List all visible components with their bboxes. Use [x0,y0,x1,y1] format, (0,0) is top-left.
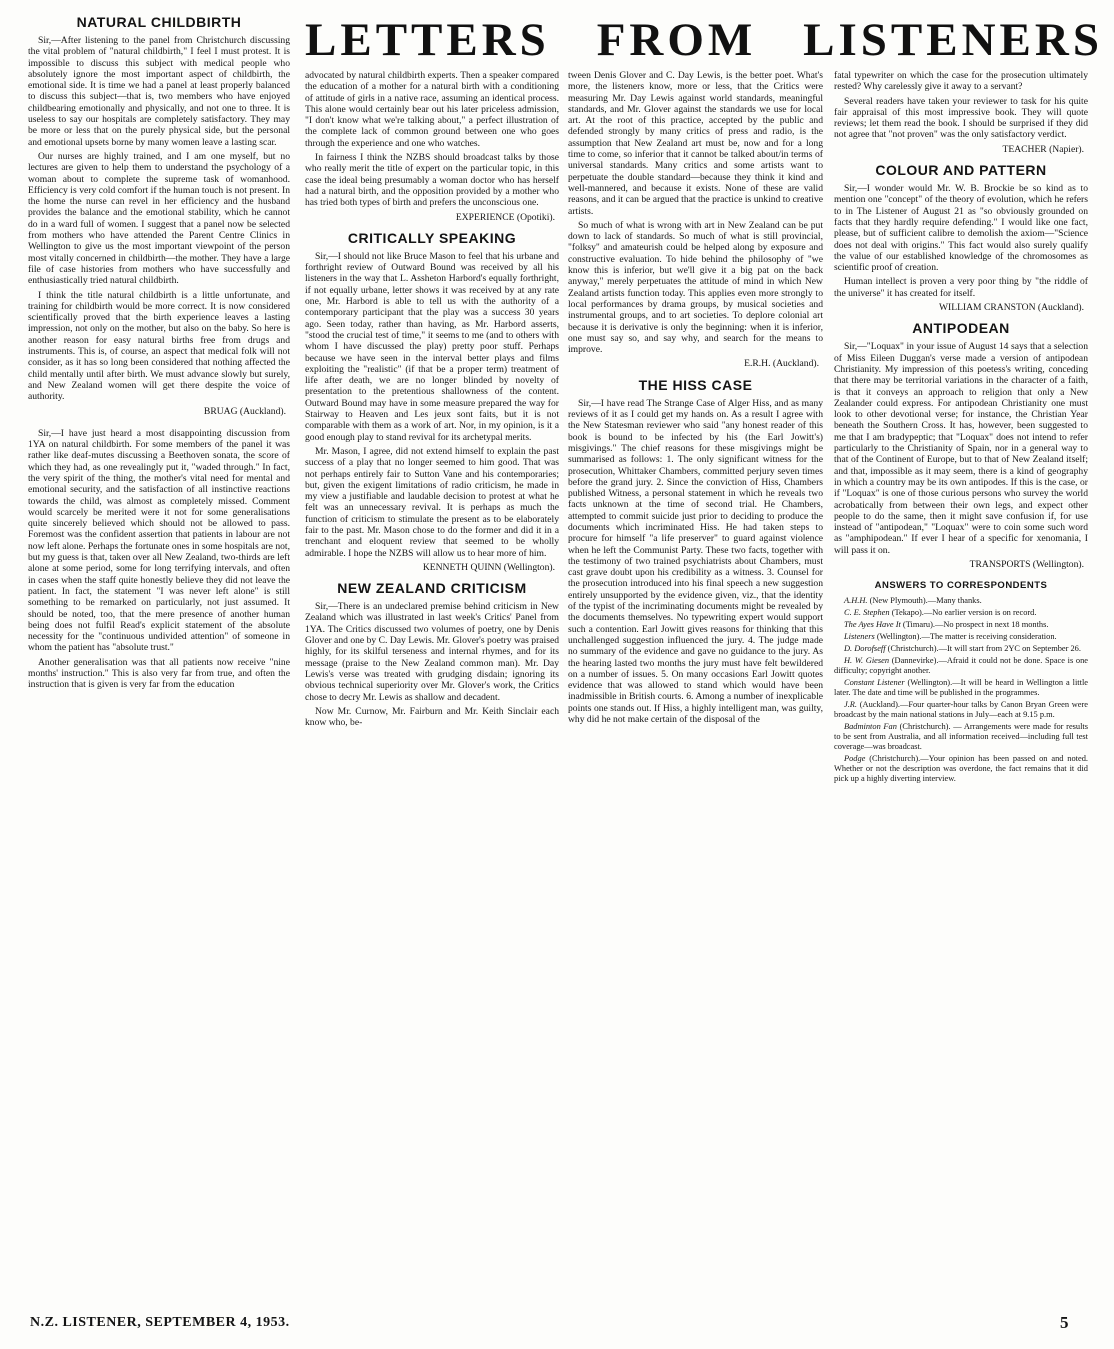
answer-item [834,656,1088,676]
letter-paragraph: Sir,—"Loquax" in your issue of August 14 says that a selection of Miss Eileen Duggan's verse made a version of antipodean Christianity. My impression of this poetess's writing, conceding that there may be territorial variations in the character of a faith, is that it conveys an approach to religion that only a New Zealander could express. For antipodean Christianity one must look to other devotional verse; for instance, the Christian Year beneath the Southern Cross. It has, however, been suggested to me that I am bradypeptic; that "Loquax" does not intend to refer particularly to the Christianity of Spain, nor in a general way to that of the Continent of Europe, but to that of New Zealand itself; and that, impossible as it may seem, there is a kind of geography in which a country may be its own antipodes. If this is the case, or if "Loquax" is one of those curious persons who survey the world acrobatically from between their own legs, and expect other people to do the same, then it might save confusion if, for use instead of "antipodean," "Loquax" were to coin some such word as "amphipodean." If ever I hear of a specific for xenomania, I will pass it on. [834,341,1088,556]
masthead-title [305,14,1103,66]
answer-item [834,644,1088,654]
issue-footer: N.Z. LISTENER, SEPTEMBER 4, 1953. [30,1315,290,1330]
letter-paragraph: Human intellect is proven a very poor thing by "the riddle of the universe" it has created for itself. [834,276,1088,299]
letter-signature: E.R.H. (Auckland). [744,358,819,370]
section-heading-antipodean: ANTIPODEAN [912,320,1010,337]
answer-item [834,754,1088,784]
answer-item [834,608,1088,618]
section-heading-new-zealand-criticism: NEW ZEALAND CRITICISM [337,580,527,597]
letter-paragraph: Sir,—I have just heard a most disappointing discussion from 1YA on natural childbirth. For some members of the panel it was rather like deaf-mutes discussing a Beethoven sonata, the score of which they had, as one revealingly put it, "waded through." In fact, the very spirit of the thing, the mother's vital need for mental and emotional security, and the satisfaction of all instinctive reactions towards the child, was almost as completely missed. Comment would scarcely be merited were it not for some generalisations quite sincerely believed which should not be allowed to pass. Foremost was the confident assertion that patients in labour are not now left alone. Perhaps the fortunate ones in some hospitals are not, but my guess is that, taken over all New Zealand, two-thirds are left alone at some period, some for long terrifying intervals, and often in cases when the staff quite honestly believe they did not leave the patient. In fact, the statement "I was never left alone" is still something to be remarked on particularly, not just assumed. It should be noted, too, that the mere presence of another human being does not fulfil Read's explicit statement of the absolute necessity for the "continuous undivided attention" of someone in whom the patient has "absolute trust." [28,427,290,654]
column-4 [834,70,1088,1304]
answer-text: (New Plymouth).—Many thanks. [869,595,982,605]
answer-text: (Auckland).—Four quarter-hour talks by Canon Bryan Green were broadcast by the main national stations in July—each at 9.15 p.m. [834,699,1088,719]
section-heading-colour-and-pattern: COLOUR AND PATTERN [875,162,1047,179]
letter-paragraph: Now Mr. Curnow, Mr. Fairburn and Mr. Keith Sinclair each know who, be- [305,705,559,729]
letter-paragraph: In fairness I think the NZBS should broadcast talks by those who really merit the title of expert on the particular topic, in this case the ideal being presumably a woman doctor who has herself had a natural birth, and the opposition provided by a mother who has tried both types of birth and prefers the unconscious one. [305,152,559,209]
answer-text: (Wellington).—The matter is receiving consideration. [876,631,1057,641]
letter-paragraph: Several readers have taken your reviewer to task for his quite fair appraisal of this most impressive book. They will quote reviews; let them read the book. I should be surprised if they did not agree that "not proven" was the only satisfactory verdict. [834,95,1088,141]
letter-signature: WILLIAM CRANSTON (Auckland). [938,302,1084,314]
answer-item [834,620,1088,630]
letter-paragraph: advocated by natural childbirth experts. Then a speaker compared the education of a mother for a natural birth with a conditioning of attitude of girls in a native race, assuming an identical process. This alone would certainly bear out his later priceless admission, "I don't know what we're talking about," a perfect illustration of the complete lack of common ground between one who goes through the experience and one who watches. [305,70,559,149]
letter-paragraph: Another generalisation was that all patients now receive "nine months' instruction." This is also very far from true, and often the instruction that is given is very far from the education [28,656,290,691]
answers-to-correspondents-heading: ANSWERS TO CORRESPONDENTS [874,580,1048,592]
letter-signature: BRUAG (Auckland). [203,405,286,417]
letter-paragraph: Sir,—There is an undeclared premise behind criticism in New Zealand which was illustrated in last week's Critics' Panel from 1YA. The Critics discussed two volumes of poetry, one by Denis Glover and one by C. Day Lewis. Mr. Glover's poetry was praised highly, for its skilful terseness and internal rhymes, and for its message (praise to the New Zealand common man). Mr. Day Lewis's verse was treated with grudging disdain; ignoring its obvious technical superiority over Mr. Glover's work, the Critics chose to decry Mr. Lewis as shallow and decadent. [305,601,559,703]
letter-paragraph: Sir,—I should not like Bruce Mason to feel that his urbane and forthright review of Outward Bound was received by all his listeners in the way that L. Assheton Harbord's equally forthright, if not equally urbane, letter shows it was received by at any rate one, Mr. Harbord is able to tell us with the authority of a contemporary participant that the play was a success 30 years ago. Seen today, rather than having, as Mr. Harbord asserts, "stood the crucial test of time," it seems to me (and to others with whom I have discussed the play) pretty poor stuff. Perhaps because we have seen in the interval better plays and films exploiting the "realistic" (if that be a proper term) treatment of life after death, we are no longer blinded by novelty of presentation to the pretentious shallowness of the content. Outward Bound may have in some measure prepared the way for Stairway to Heaven and Les jeux sont faits, but it is not comparable with them as a work of art. Nor, in my opinion, is it a good enough play to stand revival for its archetypal merits. [305,250,559,443]
masthead-word: LETTERS [305,14,550,66]
masthead-word: LISTENERS [803,14,1103,66]
answer-item [834,678,1088,698]
answer-text: (Tekapo).—No earlier version is on record. [891,607,1037,617]
letter-paragraph: tween Denis Glover and C. Day Lewis, is the better poet. What's more, the listeners know, more or less, that the Critics were measuring Mr. Day Lewis against world standards, meaningful standards, and Mr. Glover against the standards we use for local art. At the root of this practice, accepted by the public and defended strongly by many critics of press and radio, is the assumption that New Zealand art must be, now and for a long time to come, so inferior that it cannot be talked about/in terms of universal standards. Many critics and some artists want to perpetuate the double standard—because they think it kind and well-mannered, and because it exists. None of these are valid reasons, and it can be argued that the practice is unkind to creative artists. [568,70,823,217]
answer-item [834,632,1088,642]
letter-signature: TRANSPORTS (Wellington). [969,558,1084,570]
answer-recipient: H. W. Giesen [844,655,890,665]
answer-text: (Christchurch).—Your opinion has been passed on and noted. Whether or not the description was overdone, the fact remains that it did pick up a highly diverting interview. [834,753,1088,783]
column-2 [305,70,559,1304]
letter-signature: EXPERIENCE (Opotiki). [455,211,555,223]
letter-paragraph: Sir,—I have read The Strange Case of Alger Hiss, and as many reviews of it as I could get my hands on. As a result I agree with the New Statesman reviewer who said "any honest reader of this book is bound to be infected by his (the Earl Jowitt's) misgivings." The chief reasons for these misgivings might be summarised as follows: 1. The only significant witness for the prosecution, Whittaker Chambers, committed perjury seven times before the grand jury. 2. Since the conviction of Hiss, Chambers published Witness, a personal statement in which he reveals two facts unknown at the time of second trial. He Chambers, attempted to commit suicide just prior to deciding to produce the documents which incriminated Hiss. He had taken steps to procure for himself "a life preserver" to guard against violence when he left the Communist Party. These two facts, together with the testimony of two trained psychiatrists about Chambers, must cast grave doubt upon his credibility as a witness. 3. Counsel for the prosecution introduced into his final speech a new suggestion entirely unsupported by the evidence given, viz., that the identity of the typist of the incriminating documents might be revealed by the documents themselves. No typewriting expert would support such a contention. Earl Jowitt gives reasons for thinking that this unchallenged suggestion influenced the jury. 4. The judge made no summary of the evidence and gave no guidance to the jury. As the hearing lasted two months the jury must have felt bewildered on a number of issues. 5. On many occasions Earl Jowitt quotes evidence that was allowed to stand which would have been inadmissible in British courts. 6. Among a number of inexplicable points one stands out. If Hiss, a highly intelligent man, was guilty, why did he not make certain of the disposal of the [568,397,823,726]
answer-item [834,700,1088,720]
letter-paragraph: Sir,—I wonder would Mr. W. B. Brockie be so kind as to mention one "concept" of the theory of evolution, which he refers to in The Listener of August 21 as "so obviously grounded on facts that they hardly require defending." I would like one fact, please, but of sufficient calibre to demolish the axiom—"Science does not deal with origins." This fact would also surely qualify the value of our established knowledge of the chromosomes as scientific proof of creation. [834,183,1088,274]
column-3 [568,70,823,1304]
answer-text: (Christchurch). — Arrangements were made for results to be sent from Australia, and all information received—including full test coverage—was broadcast. [834,721,1088,751]
answer-text: (Christchurch).—It will start from 2YC on September 26. [887,643,1081,653]
section-heading-critically-speaking: CRITICALLY SPEAKING [347,229,517,246]
letter-paragraph: fatal typewriter on which the case for the prosecution ultimately rested? Why carelessly give it away to a servant? [834,70,1088,93]
answer-item [834,596,1088,606]
masthead-word: FROM [596,14,757,66]
letter-paragraph: Sir,—After listening to the panel from Christchurch discussing the vital problem of "natural childbirth," I feel I must protest. It is impossible to discuss this subject with medical people who absolutely ignore the most important aspect of childbirth, the emotional side. It is time we had a panel at least properly balanced to discuss this subject—that is, two members who have enjoyed childbearing emotionally and physically, and not one to three. It is useless to say our hospitals are completely satisfactory. They may be more or less that on the purely physical side, but the personal and emotional upsets borne by many women leave a lasting scar. [28,35,290,148]
section-heading-the-hiss-case: THE HISS CASE [638,376,753,393]
answer-recipient: A.H.H. [844,595,868,605]
answer-text: (Wellington).—It will be heard in Wellington a little later. The date and time will be published in the programmes. [834,677,1088,697]
answer-recipient: Podge [844,753,866,763]
answer-recipient: C. E. Stephen [844,607,890,617]
answer-text: (Dannevirke).—Afraid it could not be done. Space is one difficulty; copyright another. [834,655,1088,675]
answer-text: (Timaru).—No prospect in next 18 months. [902,619,1049,629]
answer-recipient: D. Dorofseff [844,643,886,653]
answer-recipient: Listeners [844,631,875,641]
letter-signature: TEACHER (Napier). [1002,143,1084,155]
answer-recipient: J.R. [844,699,858,709]
letter-paragraph: So much of what is wrong with art in New Zealand can be put down to lack of standards. So much of what is still provincial, "folksy" and amateurish could be helped along by exposure and constructive evaluation. To hide behind the philosophy of "we know this is inferior, but we'll give it a big pat on the back anyway," merely perpetuates the attitude of mind in which New Zealand artists function today. This applies even more strongly to local performances by drama groups, by musical societies and instrumental groups, and to art societies. To deplore colonial art because it is derivative is only the beginning: when it is inferior, one must say so, and say why, and search for the means to improve. [568,219,823,356]
column-1 [28,14,290,1304]
answer-recipient: Constant Listener [844,677,905,687]
page-number: 5 [1060,1313,1069,1332]
letter-signature: KENNETH QUINN (Wellington). [422,561,555,573]
letter-paragraph: Mr. Mason, I agree, did not extend himself to explain the past success of a play that no longer seemed to him good. That was not perhaps entirely fair to Sutton Vane and his contemporaries; but, given the exigent limitations of radio criticism, he made in my view a justifiable and laudable decision to protest at what he felt was an unnecessary revival. It is perhaps as much the function of criticism to stimulate the present as to be elaborately fair to the past. Mr. Mason chose to do the former and did it in a trenchant and eloquent review that seemed to be wholly admirable. I hope the NZBS will allow us to hear more of him. [305,445,559,559]
letter-paragraph: I think the title natural childbirth is a little unfortunate, and training for childbirth would be more correct. It is now considered scientifically proved that the birth experience leaves a lasting impression, not only on the mother, but also on the baby. So here is another reason for easy natural births free from drugs and instruments. This is, of course, an aspect that medical folk will not consider, as it has so long been considered that nothing affected the child mentally until after birth. We must advance slowly but surely, and New Zealand women will get there despite the voice of authority. [28,289,290,403]
answer-recipient: Badminton Fan [844,721,897,731]
letter-paragraph: Our nurses are highly trained, and I am one myself, but no lectures are given to help them to understand the psychology of a woman about to complete the supreme task of womanhood. Efficiency is very cold comfort if the human touch is not present. In the home the nurse can revel in her efficiency and the husband provides the balance and the emotional stability, which he cannot do in a ward full of women. I suggest that a panel now be selected from mothers who have attended the Parent Centre Clinics in Wellington to give us the most important viewpoint of the person most vitally concerned in childbirth—the mother. They have a large file of case histories from mothers who have successfully and enthusiastically tried natural childbirth. [28,150,290,287]
answer-recipient: The Ayes Have It [844,619,901,629]
section-heading-natural-childbirth: NATURAL CHILDBIRTH [76,14,242,30]
answer-item [834,722,1088,752]
